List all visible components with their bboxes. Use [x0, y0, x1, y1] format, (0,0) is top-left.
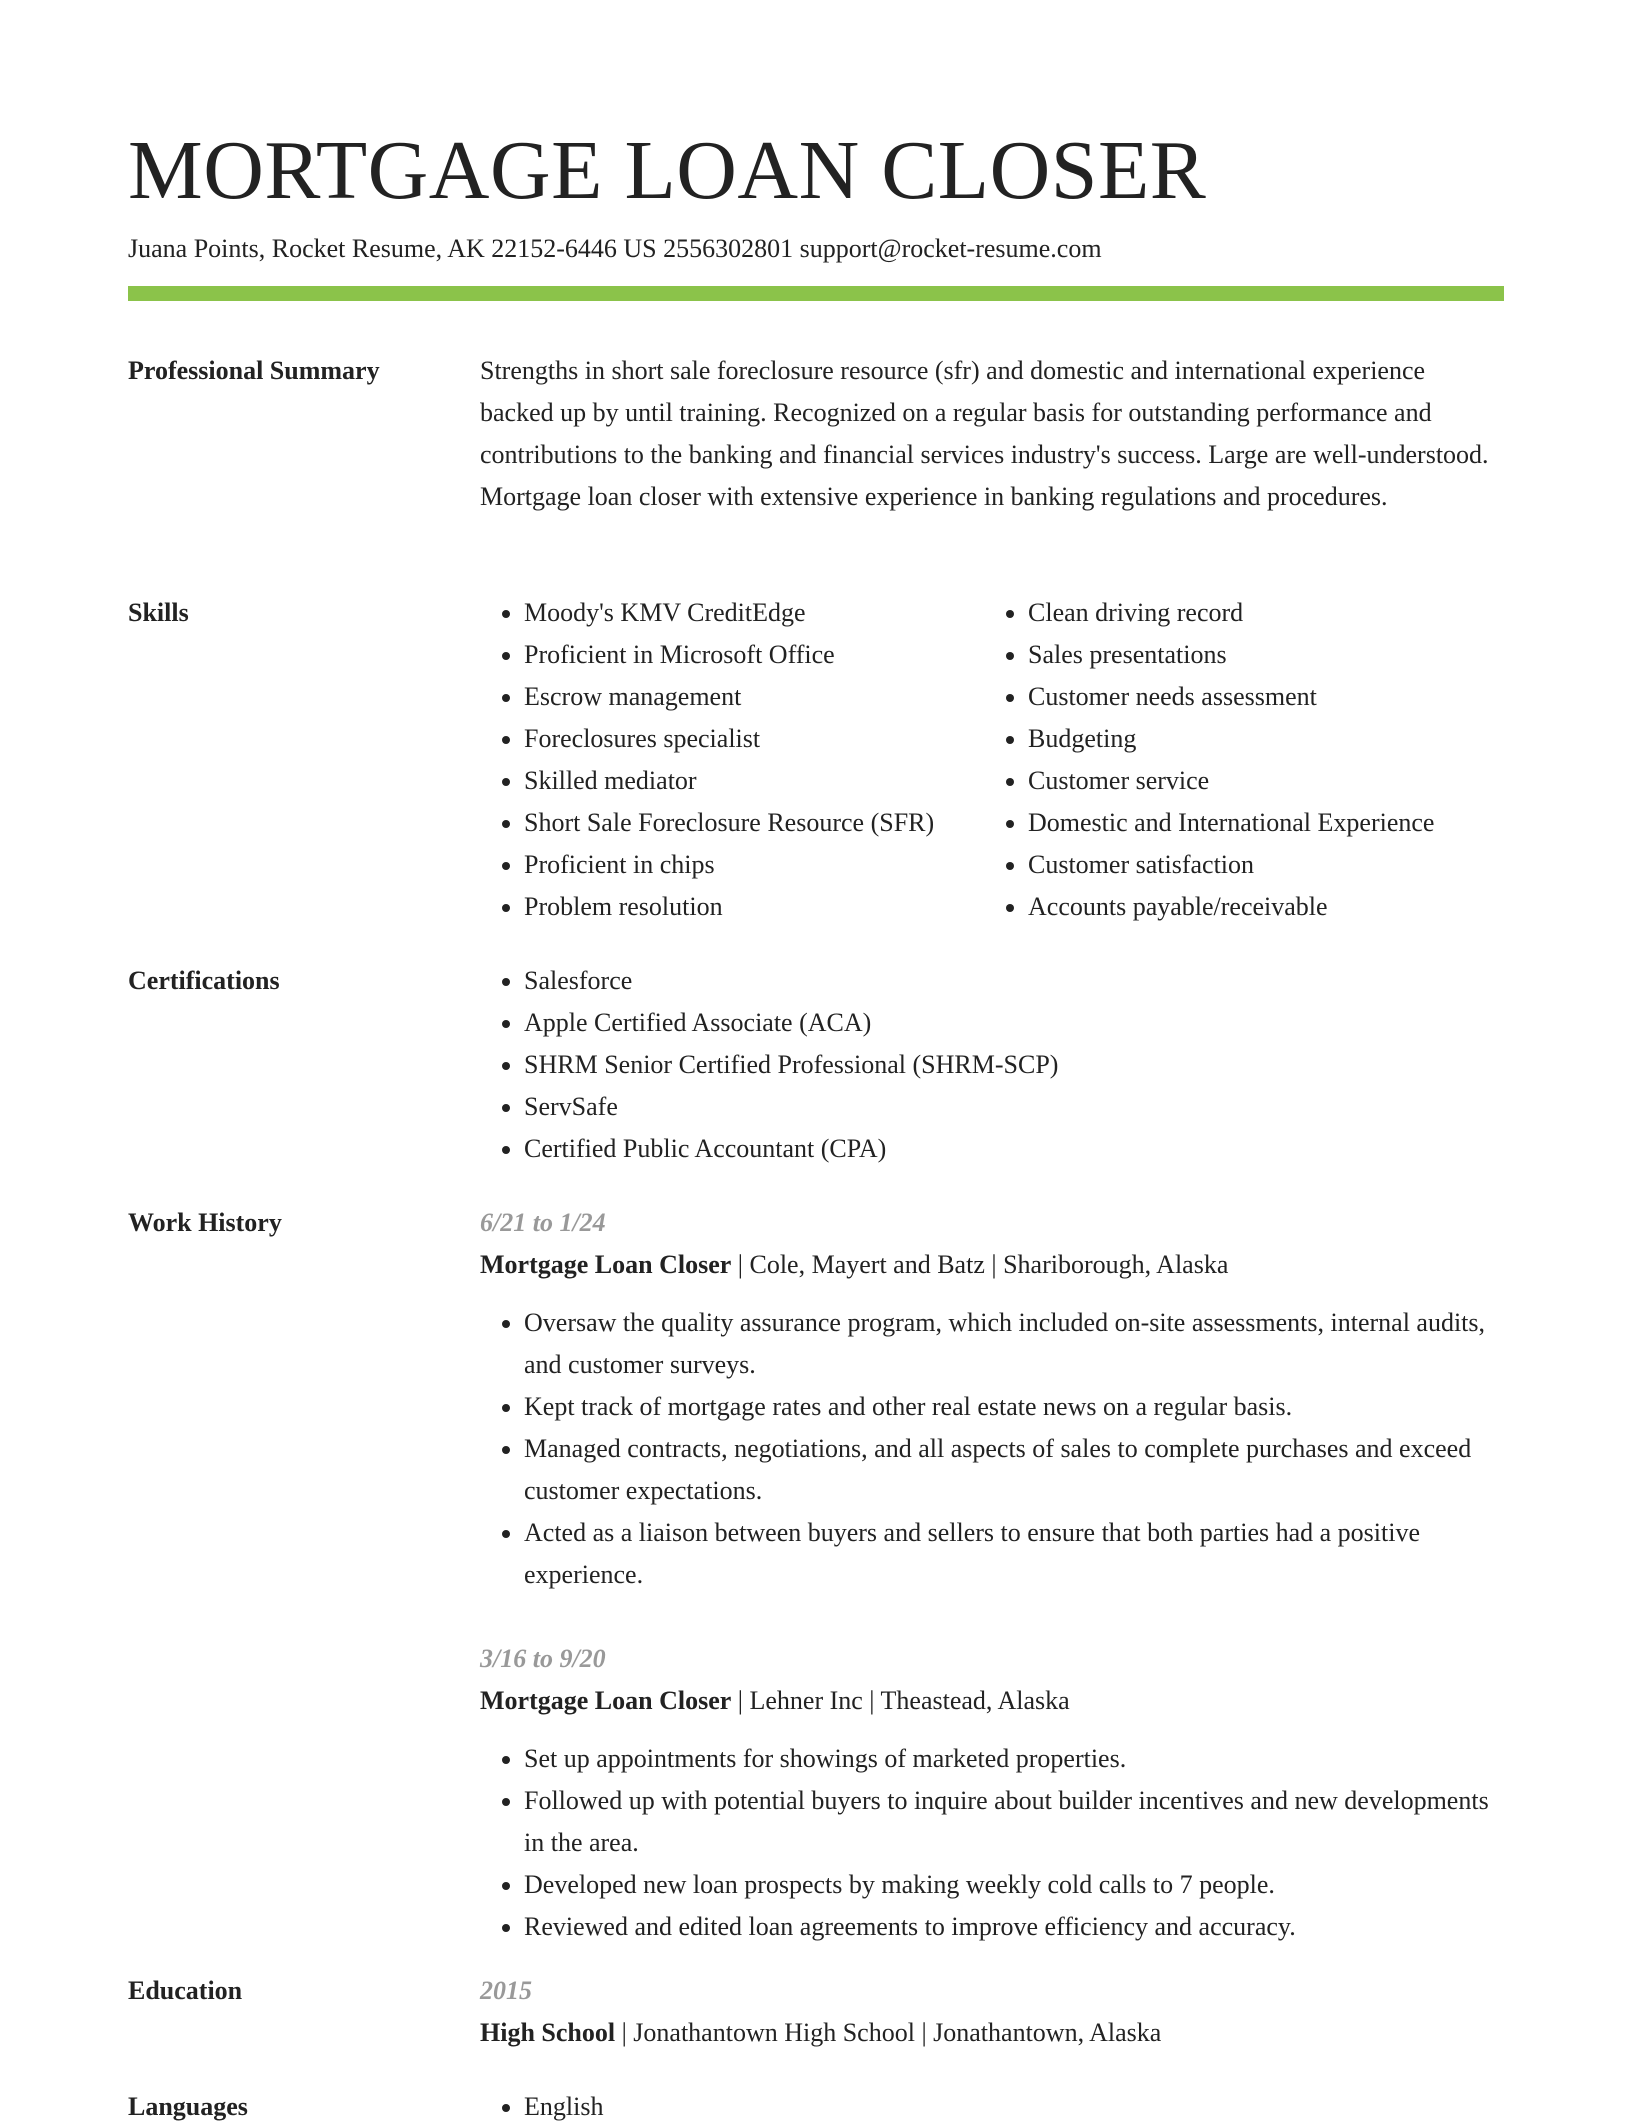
job-duty: • Oversaw the quality assurance program, which included on-site assessments, internal audits, and customer surveys.: [524, 1302, 1504, 1386]
skill-item: • Skilled mediator: [524, 760, 984, 802]
skill-item: • Moody's KMV CreditEdge: [524, 592, 984, 634]
languages-list: [480, 2086, 1504, 2128]
job-duties-list: [480, 1302, 1504, 1596]
job-duty: • Developed new loan prospects by making weekly cold calls to 7 people.: [524, 1864, 1504, 1906]
skill-item: • Short Sale Foreclosure Resource (SFR): [524, 802, 984, 844]
job-duty: • Managed contracts, negotiations, and all aspects of sales to complete purchases and exceed customer expectations.: [524, 1428, 1504, 1512]
skill-item: • Customer needs assessment: [1028, 676, 1504, 718]
job-duty: • Reviewed and edited loan agreements to improve efficiency and accuracy.: [524, 1906, 1504, 1948]
job-heading: [480, 1244, 1504, 1286]
certification-item: • Salesforce: [524, 960, 1504, 1002]
skill-item: • Clean driving record: [1028, 592, 1504, 634]
job-employer-location: | Cole, Mayert and Batz | Shariborough, Alaska: [731, 1250, 1229, 1279]
education-year: 2015: [480, 1976, 532, 2005]
skill-item: • Customer service: [1028, 760, 1504, 802]
skill-item: • Customer satisfaction: [1028, 844, 1504, 886]
job-duty: • Acted as a liaison between buyers and sellers to ensure that both parties had a positive experience.: [524, 1512, 1504, 1596]
skill-item: • Problem resolution: [524, 886, 984, 928]
job-duty: • Set up appointments for showings of marketed properties.: [524, 1738, 1504, 1780]
certification-item: • SHRM Senior Certified Professional (SHRM-SCP): [524, 1044, 1504, 1086]
contact-line: Juana Points, Rocket Resume, AK 22152-6446 US 2556302801 support@rocket-resume.com: [128, 234, 1102, 263]
job-duty: • Kept track of mortgage rates and other real estate news on a regular basis.: [524, 1386, 1504, 1428]
job-dates: 6/21 to 1/24: [480, 1208, 606, 1237]
skill-item: • Escrow management: [524, 676, 984, 718]
education-heading: Education: [128, 1976, 243, 2005]
education-degree: High School: [480, 2018, 616, 2047]
job-duty: • Followed up with potential buyers to inquire about builder incentives and new developments in the area.: [524, 1780, 1504, 1864]
skill-item: • Budgeting: [1028, 718, 1504, 760]
skill-item: • Proficient in Microsoft Office: [524, 634, 984, 676]
job-employer-location: | Lehner Inc | Theastead, Alaska: [731, 1686, 1070, 1715]
education-school-location: | Jonathantown High School | Jonathantown, Alaska: [615, 2018, 1162, 2047]
certification-item: • Apple Certified Associate (ACA): [524, 1002, 1504, 1044]
job-title: Mortgage Loan Closer: [480, 1250, 732, 1279]
work-history-heading: Work History: [128, 1208, 282, 1237]
language-item: • English: [524, 2086, 1504, 2128]
certification-item: • Certified Public Accountant (CPA): [524, 1128, 1504, 1170]
job-entry: [480, 1202, 1504, 1596]
certifications-list: [480, 960, 1504, 1170]
skills-list-right: [984, 592, 1504, 928]
summary-heading: Professional Summary: [128, 356, 380, 385]
certifications-heading: Certifications: [128, 966, 280, 995]
skill-item: • Domestic and International Experience: [1028, 802, 1504, 844]
job-entry: [480, 1638, 1504, 1948]
education-entry: [480, 2012, 1504, 2054]
languages-heading: Languages: [128, 2092, 248, 2121]
job-duties-list: [480, 1738, 1504, 1948]
certification-item: • ServSafe: [524, 1086, 1504, 1128]
skill-item: • Proficient in chips: [524, 844, 984, 886]
skill-item: • Foreclosures specialist: [524, 718, 984, 760]
skill-item: • Accounts payable/receivable: [1028, 886, 1504, 928]
job-title: Mortgage Loan Closer: [480, 1686, 732, 1715]
job-heading: [480, 1680, 1504, 1722]
job-dates: 3/16 to 9/20: [480, 1644, 606, 1673]
accent-divider: [128, 286, 1504, 301]
skill-item: • Sales presentations: [1028, 634, 1504, 676]
skills-list-left: [480, 592, 984, 928]
summary-text: Strengths in short sale foreclosure resource (sfr) and domestic and international experience backed up by until training. Recognized on a regular basis for outstanding performance and contributions to the banking and financial services industry's success. Large are well-understood. Mortgage loan closer with extensive experience in banking regulations and procedures.: [480, 356, 1489, 511]
skills-heading: Skills: [128, 598, 189, 627]
resume-title: MORTGAGE LOAN CLOSER: [128, 124, 1207, 217]
